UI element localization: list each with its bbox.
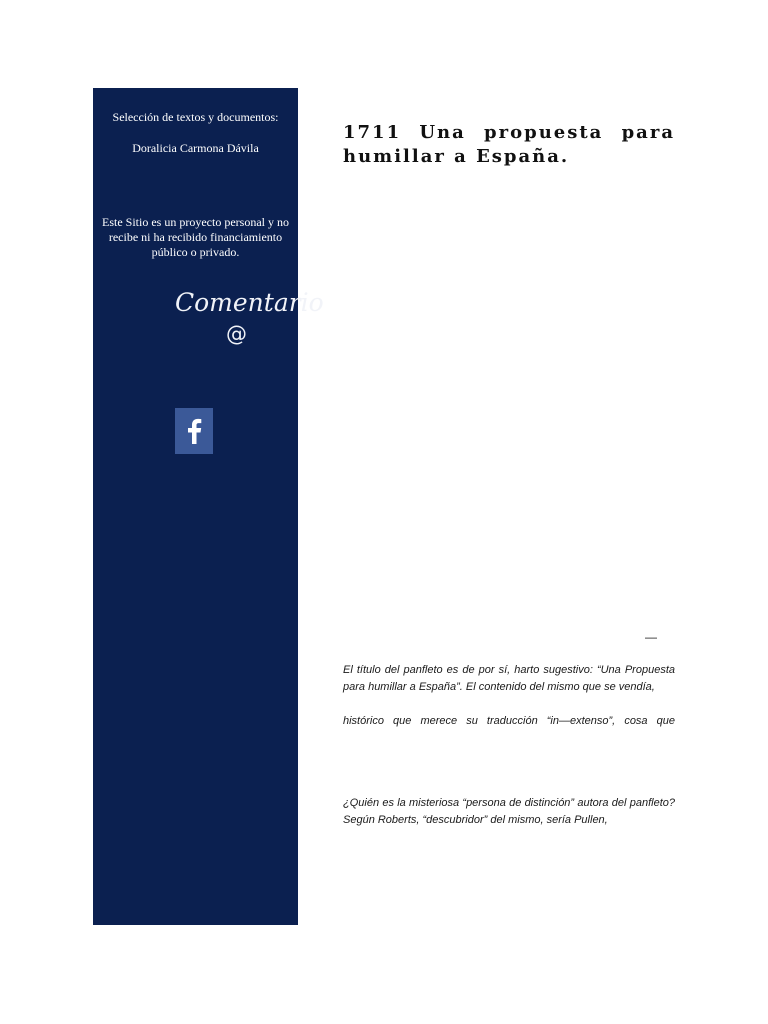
funding-note: Este Sitio es un proyecto personal y no recibe ni ha recibido financiamiento público o privado. (102, 215, 289, 259)
comment-label: Comentario (175, 288, 324, 317)
facebook-button[interactable] (175, 408, 213, 454)
sidebar-heading: Selección de textos y documentos: (112, 110, 279, 124)
title-line-1: 1711 Una propuesta para (343, 122, 675, 143)
title-line-2: humillar a España. (343, 146, 570, 167)
dash-mark: — (645, 630, 657, 644)
paragraph-intro: El título del panfleto es de por sí, harto sugestivo: “Una Propuesta para humillar a España”. El contenido del mismo que se vendía, (343, 664, 675, 693)
email-at-icon: @ (226, 322, 247, 346)
sidebar (93, 88, 324, 925)
facebook-icon (175, 408, 213, 454)
curator-name: Doralicia Carmona Dávila (132, 141, 259, 155)
comment-link[interactable] (173, 288, 324, 353)
article-title (343, 121, 675, 169)
paragraph-author-question: ¿Quién es la misteriosa “persona de distinción” autora del panfleto? Según Roberts, “descubridor” del mismo, sería Pullen, (343, 797, 675, 826)
paragraph-translation: histórico que merece su traducción “in—extenso”, cosa que (343, 715, 675, 727)
